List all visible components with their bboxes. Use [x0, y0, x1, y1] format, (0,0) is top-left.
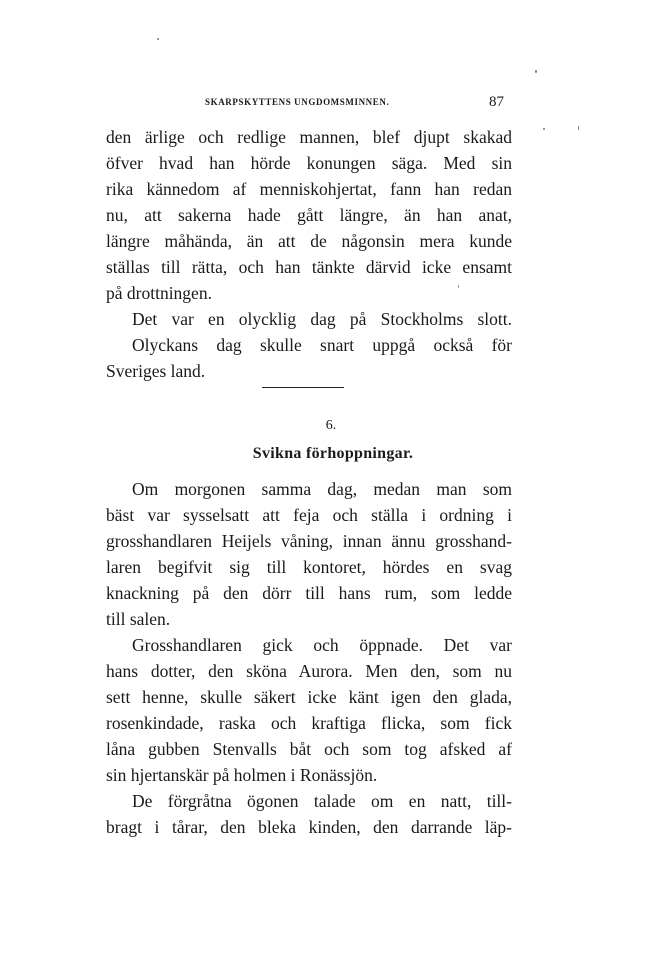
- text-line: laren begifvit sig till kontoret, hördes en svag: [106, 557, 512, 577]
- text-line: bäst var sysselsatt att feja och ställa i ordning i: [106, 505, 512, 525]
- section-number: 6.: [325, 418, 337, 433]
- text-line: hans dotter, den sköna Aurora. Men den, som nu: [106, 661, 512, 681]
- section-divider-rule: [262, 387, 344, 388]
- text-line: den ärlige och redlige mannen, blef djupt skakad: [106, 127, 512, 147]
- scan-speck: [543, 128, 545, 130]
- text-line: Om morgonen samma dag, medan man som: [132, 479, 512, 499]
- text-line: nu, att sakerna hade gått längre, än han anat,: [106, 205, 512, 225]
- text-line: De förgråtna ögonen talade om en natt, till-: [132, 791, 512, 811]
- text-line: rosenkindade, raska och kraftiga flicka, som fick: [106, 713, 512, 733]
- running-head: SKARPSKYTTENS UNGDOMSMINNEN.: [205, 97, 390, 107]
- scan-speck: [157, 38, 159, 40]
- text-line: sett henne, skulle säkert icke känt igen den glada,: [106, 687, 512, 707]
- text-line: rika kännedom af menniskohjertat, fann han redan: [106, 179, 512, 199]
- scan-speck: [458, 285, 459, 288]
- section-title: Svikna förhoppningar.: [252, 445, 414, 462]
- text-line: på drottningen.: [106, 283, 212, 303]
- text-line: Olyckans dag skulle snart uppgå också för: [132, 335, 512, 355]
- text-line: öfver hvad han hörde konungen säga. Med sin: [106, 153, 512, 173]
- text-line: längre måhända, än att de någonsin mera kunde: [106, 231, 512, 251]
- text-line: sin hjertanskär på holmen i Ronässjön.: [106, 765, 378, 785]
- scan-speck: [578, 126, 579, 130]
- text-line: Det var en olycklig dag på Stockholms slott.: [132, 309, 512, 329]
- text-line: låna gubben Stenvalls båt och som tog afsked af: [106, 739, 512, 759]
- text-line: bragt i tårar, den bleka kinden, den darrande läp-: [106, 817, 512, 837]
- text-line: Sveriges land.: [106, 361, 206, 381]
- paragraph-block-1: [106, 124, 512, 384]
- paragraph-block-2: [106, 476, 512, 840]
- scan-speck: [535, 70, 537, 73]
- text-line: till salen.: [106, 609, 171, 629]
- page-number: 87: [489, 94, 504, 110]
- text-line: Grosshandlaren gick och öppnade. Det var: [132, 635, 512, 655]
- text-line: knackning på den dörr till hans rum, som ledde: [106, 583, 512, 603]
- text-line: ställas till rätta, och han tänkte därvid icke ensamt: [106, 257, 512, 277]
- text-line: grosshandlaren Heijels våning, innan ännu grosshand-: [106, 531, 512, 551]
